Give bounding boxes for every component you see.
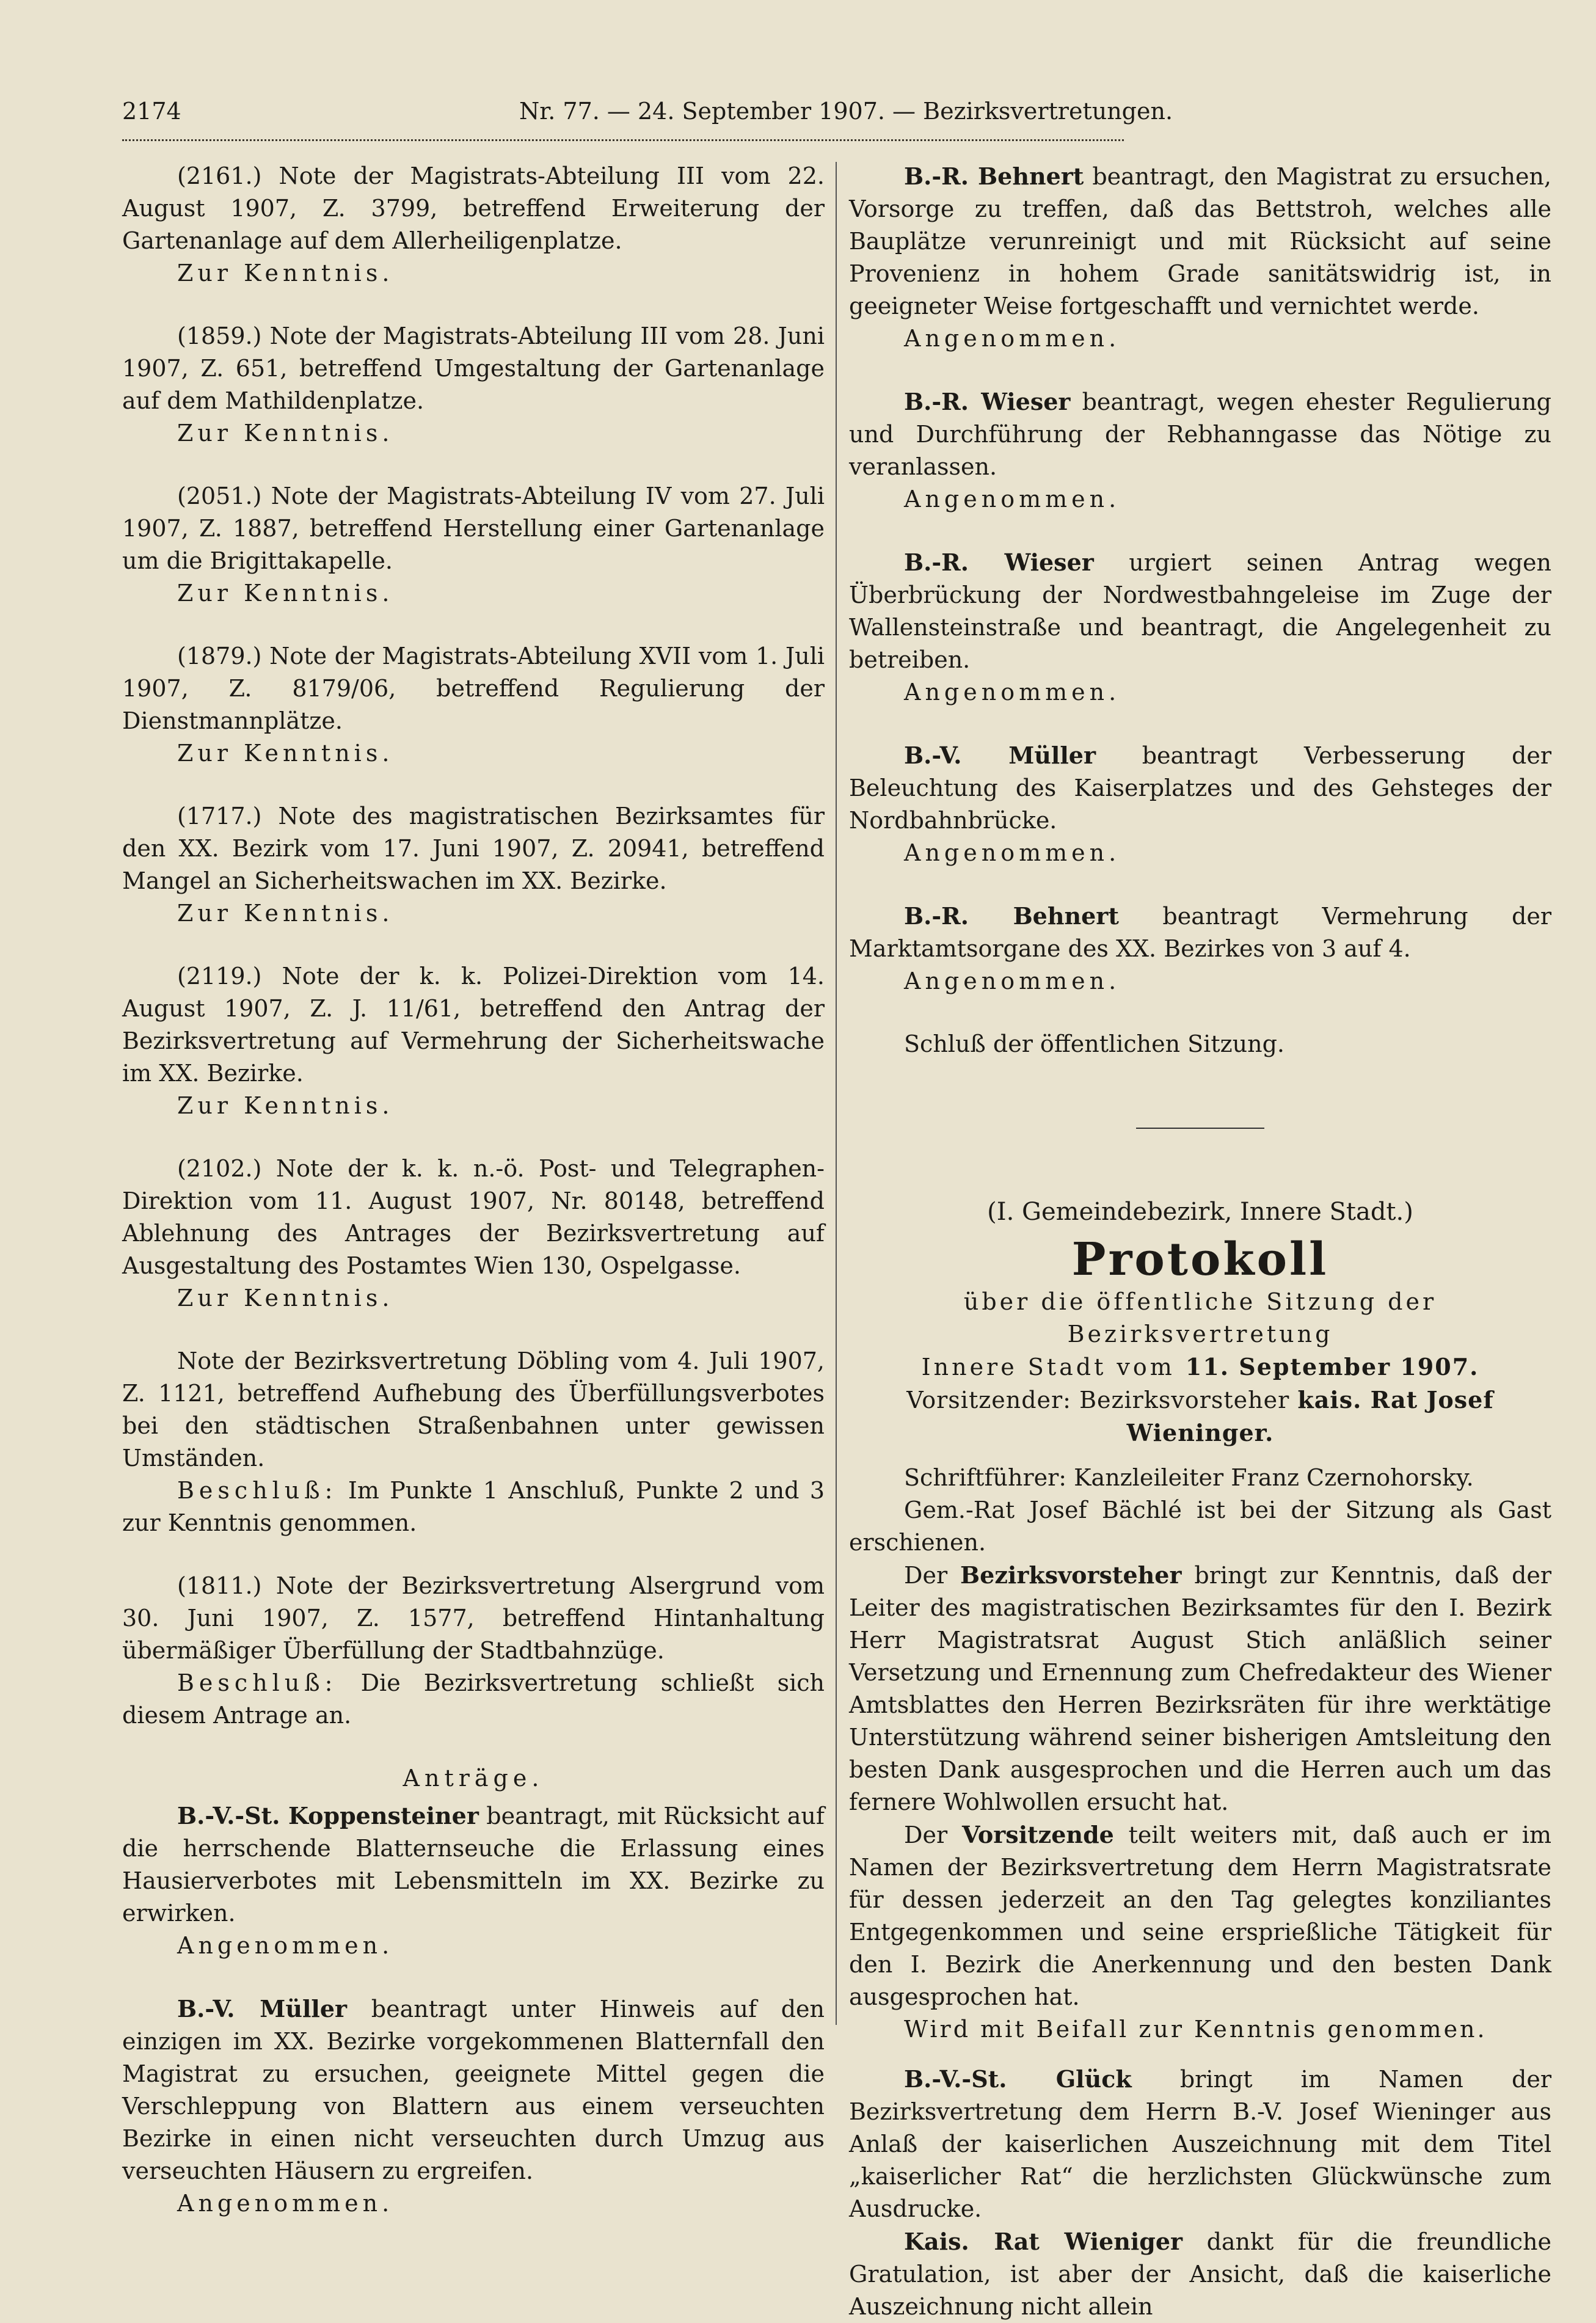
chair-title: Bezirksvorsteher (1079, 1387, 1290, 1413)
chair-line (849, 1384, 1551, 1450)
protocol-subtitle: über die öffentliche Sitzung der Bezirksvertretung (963, 1288, 1437, 1347)
motion-text-line (849, 160, 1551, 323)
motion-speaker: B.-R. Behnert (904, 162, 1084, 190)
note-ack: Zur Kenntnis. (177, 900, 394, 927)
closing-line: Schluß der öffentlichen Sitzung. (904, 1030, 1284, 1057)
secretary-line: Schriftführer: Kanzleileiter Franz Czernohorsky. (904, 1464, 1474, 1491)
decision-text: Die Bezirksvertretung schließt sich diesem Antrage an. (122, 1669, 825, 1729)
motion-text-line (849, 385, 1551, 483)
note-entry (122, 800, 825, 930)
note-ack: Zur Kenntnis. (177, 260, 394, 286)
note-entry (122, 640, 825, 770)
decision-label: Beschluß: (177, 1477, 338, 1504)
column-divider (836, 162, 837, 2025)
motion-speaker: B.-V. Müller (177, 1995, 348, 2022)
motion-entry (122, 1993, 825, 2220)
protocol-paragraph (849, 2225, 1551, 2323)
subtitle-prefix: Innere Stadt vom (921, 1354, 1175, 1380)
note-entry (122, 1153, 825, 1315)
note-entry (122, 160, 825, 290)
running-head: Nr. 77. — 24. September 1907. — Bezirksvertretungen. (519, 98, 1173, 125)
motion-entry (849, 900, 1551, 997)
right-column (849, 160, 1551, 2323)
note-ack: Zur Kenntnis. (177, 1092, 394, 1119)
alsergrund-entry (122, 1570, 825, 1732)
chair-label: Vorsitzender: (906, 1387, 1071, 1413)
note-text: (2102.) Note der k. k. n.-ö. Post- und Telegraphen-Direktion vom 11. August 1907, Nr. 80148, betreffend Ablehnung des Antrages der Bezirksvertretung auf Ausgestaltung des Postamtes Wien 130, Ospelgasse. (122, 1155, 825, 1279)
page-header (122, 98, 1429, 134)
motion-speaker: B.-R. Behnert (904, 902, 1119, 930)
motion-speaker: B.-R. Wieser (904, 549, 1094, 576)
para-speaker: Kais. Rat Wieniger (904, 2228, 1183, 2255)
para-prefix: Der (904, 1822, 948, 1848)
motion-result: Angenommen. (904, 325, 1121, 352)
motion-result: Angenommen. (904, 486, 1121, 512)
antraege-heading: Anträge. (403, 1765, 544, 1792)
header-rule (122, 139, 1124, 141)
motion-text: beantragt, den Magistrat zu ersuchen, Vorsorge zu treffen, daß das Bettstroh, welches alle Bauplätze verunreinigt und mit Rücksicht auf seine Provenienz in hohem Grade sanitätswidrig ist, in geeigneter Weise fortgeschafft und vernichtet werde. (849, 163, 1551, 319)
para-ack: Wird mit Beifall zur Kenntnis genommen. (904, 2016, 1487, 2043)
note-text: (1717.) Note des magistratischen Bezirksamtes für den XX. Bezirk vom 17. Juni 1907, Z. 20941, betreffend Mangel an Sicherheitswachen im XX. Bezirke. (122, 803, 825, 894)
motion-entry (849, 160, 1551, 355)
motion-text: beantragt, mit Rücksicht auf die herrschende Blatternseuche die Erlassung eines Hausierverbotes mit Lebensmitteln im XX. Bezirke zu erwirken. (122, 1803, 825, 1927)
para-text: dankt für die freundliche Gratulation, ist aber der Ansicht, daß die kaiserliche Auszeichnung nicht allein (849, 2228, 1552, 2320)
guest-line: Gem.-Rat Josef Bächlé ist bei der Sitzung als Gast erschienen. (849, 1497, 1551, 1556)
decision-label: Beschluß: (177, 1669, 338, 1696)
motion-result: Angenommen. (904, 968, 1121, 994)
note-ack: Zur Kenntnis. (177, 740, 394, 767)
section-separator (1136, 1128, 1264, 1129)
protocol-paragraph (849, 1818, 1551, 2013)
protocol-paragraph (849, 1559, 1551, 1818)
motion-result: Angenommen. (904, 679, 1121, 706)
chair-name: kais. Rat Josef Wieninger. (1126, 1386, 1494, 1446)
motion-speaker: B.-V. Müller (904, 742, 1096, 769)
motion-text-line (849, 900, 1551, 965)
motion-text: beantragt unter Hinweis auf den einzigen im XX. Bezirke vorgekommenen Blatternfall den Magistrat zu ersuchen, geeignete Mittel gegen die Verschleppung von Blattern aus einem verseuchten Bezirke in einen nicht verseuchten durch Umzug aus verseuchten Häusern zu ergreifen. (122, 1996, 825, 2184)
motion-result: Angenommen. (177, 2190, 394, 2217)
motion-text-line (122, 1993, 825, 2187)
motion-text-line (849, 739, 1551, 837)
note-ack: Zur Kenntnis. (177, 420, 394, 447)
para-prefix: Der (904, 1562, 948, 1589)
alsergrund-text: (1811.) Note der Bezirksvertretung Alsergrund vom 30. Juni 1907, Z. 1577, betreffend Hintanhaltung übermäßiger Überfüllung der Stadtbahnzüge. (122, 1572, 825, 1664)
doebling-decision-line (122, 1475, 825, 1539)
para-text: teilt weiters mit, daß auch er im Namen der Bezirksvertretung dem Herrn Magistratsrate für dessen jederzeit an den Tag gelegtes konziliantes Entgegenkommen und seine ersprießliche Tätigkeit für den I. Bezirk die Anerkennung und den besten Dank ausgesprochen hat. (849, 1822, 1551, 2010)
para-speaker: B.-V.-St. Glück (904, 2065, 1132, 2093)
session-date: 11. September 1907. (1185, 1353, 1479, 1380)
motion-entry (849, 385, 1551, 516)
note-text: (2161.) Note der Magistrats-Abteilung III vom 22. August 1907, Z. 3799, betreffend Erweiterung der Gartenanlage auf dem Allerheiligenplatze. (122, 162, 825, 254)
motion-entry (122, 1800, 825, 1962)
motion-text: beantragt Vermehrung der Marktamtsorgane des XX. Bezirkes von 3 auf 4. (849, 903, 1551, 962)
note-ack: Zur Kenntnis. (177, 580, 394, 607)
left-column (122, 160, 825, 2250)
decision-text: Im Punkte 1 Anschluß, Punkte 2 und 3 zur Kenntnis genommen. (122, 1477, 825, 1536)
district-heading: (I. Gemeindebezirk, Innere Stadt.) (987, 1198, 1413, 1226)
motion-result: Angenommen. (904, 839, 1121, 866)
page-number: 2174 (122, 98, 181, 125)
para-speaker: Bezirksvorsteher (960, 1561, 1182, 1589)
doebling-text: Note der Bezirksvertretung Döbling vom 4. Juli 1907, Z. 1121, betreffend Aufhebung des Überfüllungsverbotes bei den städtischen Straßenbahnen unter gewissen Umständen. (122, 1347, 825, 1471)
note-text: (1859.) Note der Magistrats-Abteilung III vom 28. Juni 1907, Z. 651, betreffend Umgestaltung der Gartenanlage auf dem Mathildenplatze. (122, 323, 825, 414)
motion-text-line (849, 546, 1551, 676)
doebling-entry (122, 1345, 825, 1539)
note-ack: Zur Kenntnis. (177, 1285, 394, 1311)
note-text: (1879.) Note der Magistrats-Abteilung XVII vom 1. Juli 1907, Z. 8179/06, betreffend Regulierung der Dienstmannplätze. (122, 643, 825, 734)
motion-result: Angenommen. (177, 1932, 394, 1959)
para-text: bringt im Namen der Bezirksvertretung dem Herrn B.-V. Josef Wieninger aus Anlaß der kaiserlichen Auszeichnung mit dem Titel „kaiserlicher Rat“ die herzlichsten Glückwünsche zum Ausdrucke. (849, 2066, 1551, 2222)
note-entry (122, 960, 825, 1122)
protocol-title: Protokoll (1071, 1233, 1329, 1286)
para-speaker: Vorsitzende (961, 1821, 1114, 1848)
para-text: bringt zur Kenntnis, daß der Leiter des magistratischen Bezirksamtes für den I. Bezirk Herr Magistratsrat August Stich anläßlich seiner Versetzung und Ernennung zum Chefredakteur des Wiener Amtsblattes den Herren Bezirksräten für ihre werktätige Unterstützung während seiner bisherigen Amtsleitung den besten Dank ausgesprochen und die Herren auch um das fernere Wohlwollen ersucht hat. (849, 1562, 1551, 1815)
alsergrund-decision-line (122, 1667, 825, 1732)
motion-text: beantragt, wegen ehester Regulierung und Durchführung der Rebhanngasse das Nötige zu veranlassen. (849, 388, 1551, 480)
protocol-subtitle-date-line (849, 1351, 1551, 1384)
protocol-paragraph (849, 2063, 1551, 2225)
note-text: (2051.) Note der Magistrats-Abteilung IV vom 27. Juli 1907, Z. 1887, betreffend Herstellung einer Gartenanlage um die Brigittakapelle. (122, 483, 825, 574)
motion-text: beantragt Verbesserung der Beleuchtung des Kaiserplatzes und des Gehsteges der Nordbahnbrücke. (849, 742, 1551, 834)
motion-entry (849, 546, 1551, 709)
note-text: (2119.) Note der k. k. Polizei-Direktion vom 14. August 1907, Z. J. 11/61, betreffend den Antrag der Bezirksvertretung auf Vermehrung der Sicherheitswache im XX. Bezirke. (122, 963, 825, 1087)
note-entry (122, 480, 825, 610)
note-entry (122, 320, 825, 450)
motion-text-line (122, 1800, 825, 1930)
motion-text: urgiert seinen Antrag wegen Überbrückung der Nordwestbahngeleise im Zuge der Wallensteinstraße und beantragt, die Angelegenheit zu betreiben. (849, 549, 1551, 673)
motion-speaker: B.-V.-St. Koppensteiner (177, 1802, 479, 1829)
motion-entry (849, 739, 1551, 869)
motion-speaker: B.-R. Wieser (904, 388, 1071, 415)
